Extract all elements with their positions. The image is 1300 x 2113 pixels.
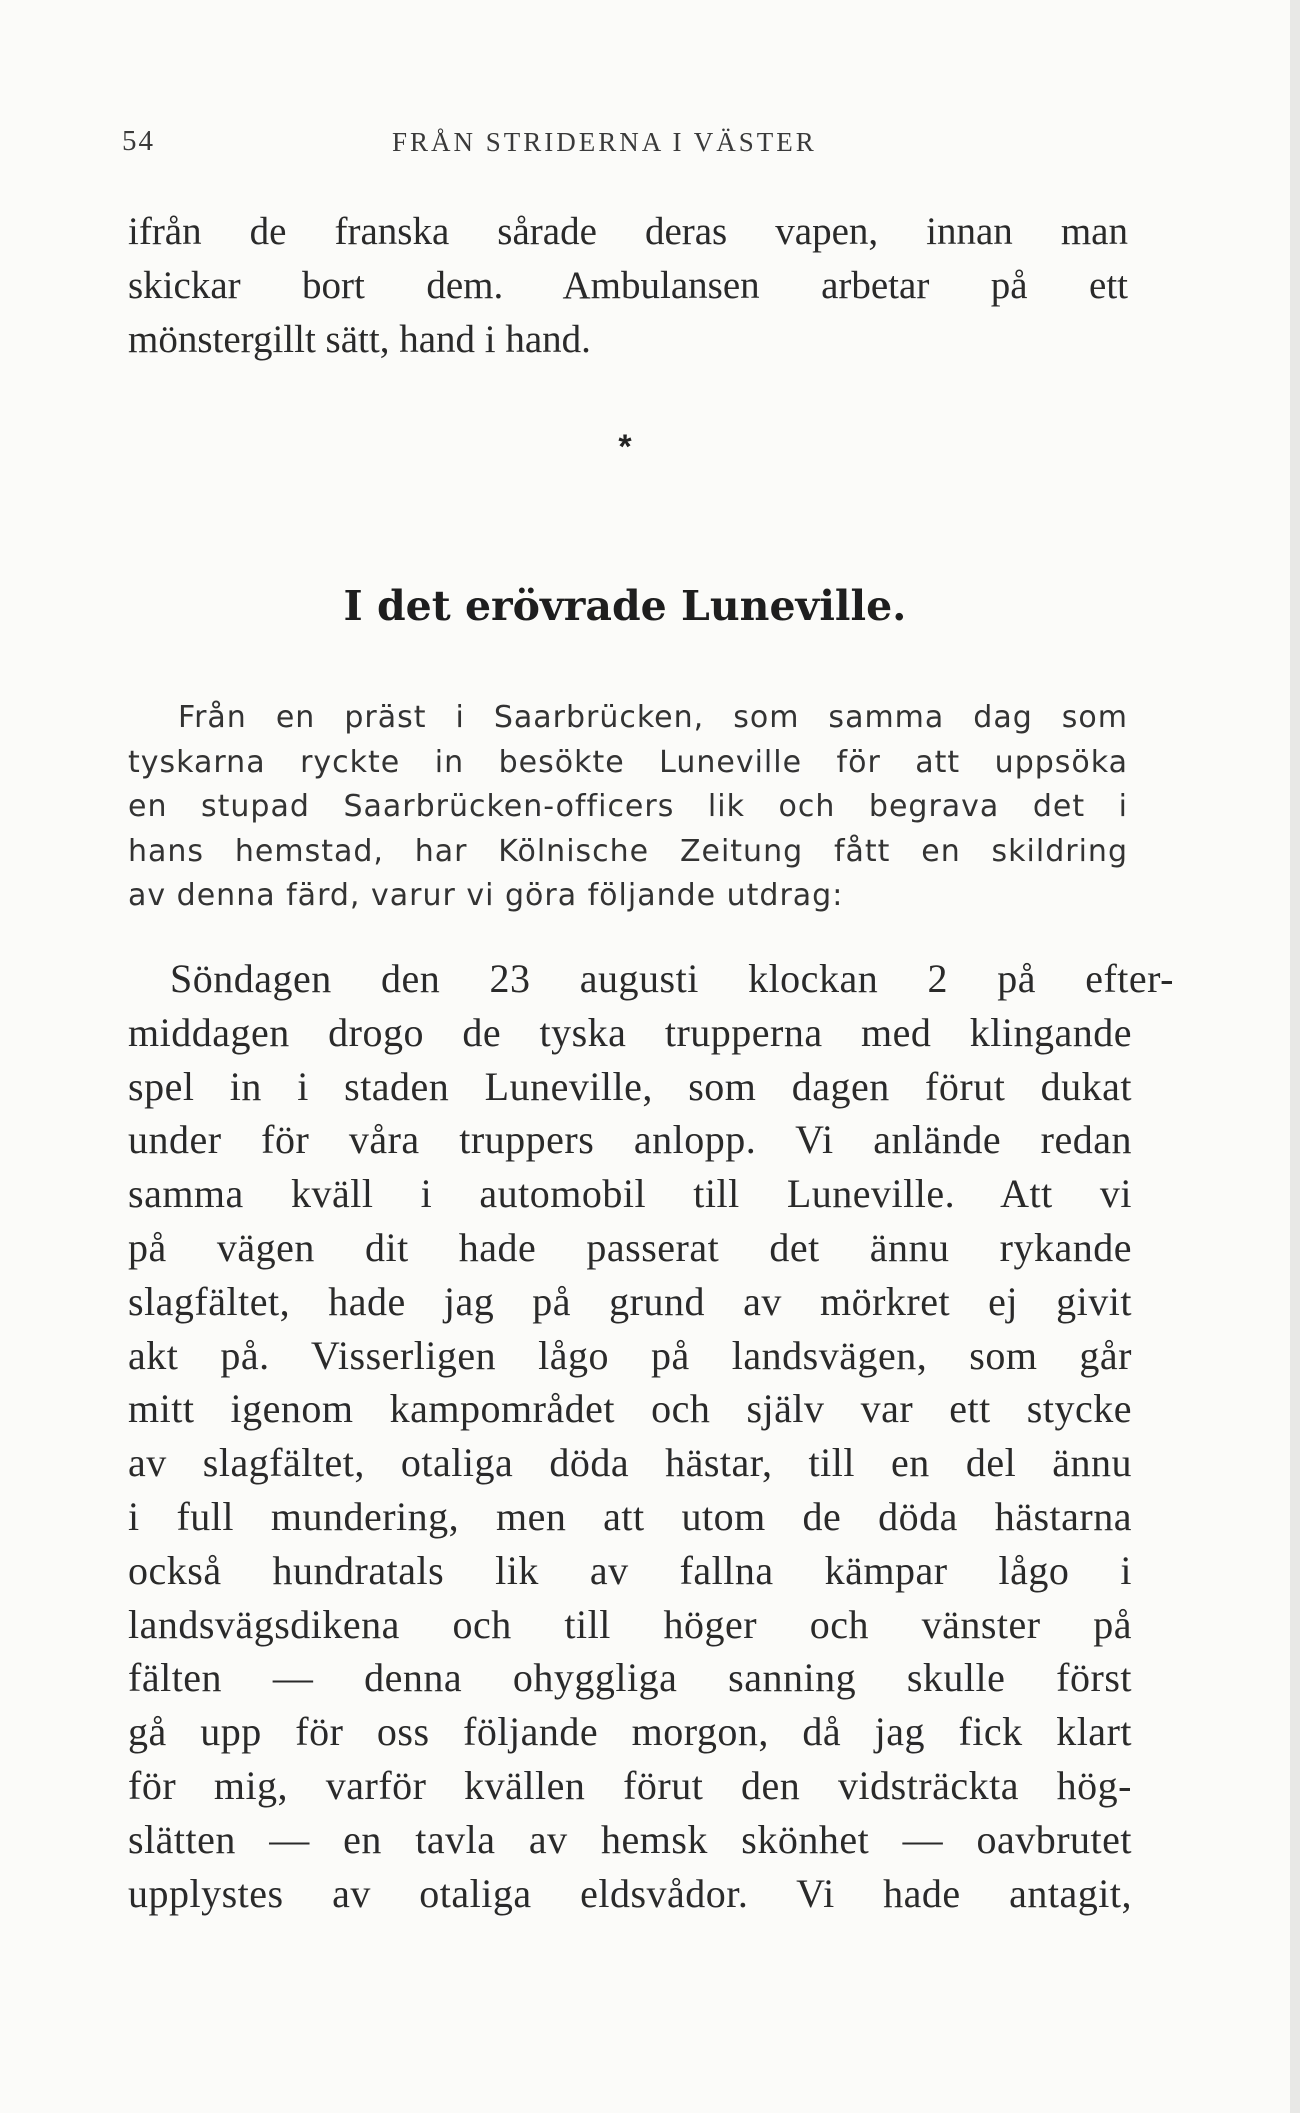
running-title: FRÅN STRIDERNA I VÄSTER xyxy=(392,127,817,157)
text-line: upplystes av otaliga eldsvådor. Vi hade antagit, xyxy=(128,1870,1132,1916)
text-line: spel in i staden Luneville, som dagen förut dukat xyxy=(128,1063,1132,1109)
text-line: akt på. Visserligen lågo på landsvägen, som går xyxy=(128,1332,1132,1378)
text-line: i full mundering, men att utom de döda hästarna xyxy=(128,1493,1132,1539)
text-line: skickar bort dem. Ambulansen arbetar på ett xyxy=(128,264,1128,307)
text-line: av slagfältet, otaliga döda hästar, till en del ännu xyxy=(128,1440,1132,1486)
text-line: mönstergillt sätt, hand i hand. xyxy=(128,318,591,361)
text-line: middagen drogo de tyska trupperna med klingande xyxy=(128,1009,1132,1055)
opening-paragraph xyxy=(128,205,1128,367)
text-line: fälten — denna ohyggliga sanning skulle först xyxy=(128,1655,1132,1701)
text-line: under för våra truppers anlopp. Vi anlände redan xyxy=(128,1117,1132,1163)
text-line: slätten — en tavla av hemsk skönhet — oavbrutet xyxy=(128,1816,1132,1862)
text-line: samma kväll i automobil till Luneville. Att vi xyxy=(128,1171,1132,1217)
text-line: också hundratals lik av fallna kämpar lågo i xyxy=(128,1547,1132,1593)
text-line: för mig, varför kvällen förut den vidsträckta hög- xyxy=(128,1762,1132,1808)
section-separator: * xyxy=(618,428,632,466)
text-line: Från en präst i Saarbrücken, som samma dag som xyxy=(178,700,1128,735)
text-line: Söndagen den 23 augusti klockan 2 på efter- xyxy=(170,956,1174,1001)
text-line: av denna färd, varur vi göra följande utdrag: xyxy=(128,878,844,913)
page-edge xyxy=(1290,0,1300,2113)
text-line: slagfältet, hade jag på grund av mörkret ej givit xyxy=(128,1278,1132,1324)
text-line: mitt igenom kampområdet och själv var ett stycke xyxy=(128,1386,1132,1432)
text-line: en stupad Saarbrücken-officers lik och begrava det i xyxy=(128,789,1128,824)
quoted-account xyxy=(128,952,1174,1920)
text-line: landsvägsdikena och till höger och vänster på xyxy=(128,1601,1132,1647)
intro-paragraph xyxy=(128,696,1128,919)
text-line: hans hemstad, har Kölnische Zeitung fått en skildring xyxy=(128,833,1128,869)
text-line: tyskarna ryckte in besökte Luneville för att uppsöka xyxy=(128,744,1128,780)
text-line: på vägen dit hade passerat det ännu rykande xyxy=(128,1224,1132,1270)
text-line: gå upp för oss följande morgon, då jag fick klart xyxy=(128,1709,1132,1755)
section-heading: I det erövrade Luneville. xyxy=(343,582,907,630)
text-line: ifrån de franska sårade deras vapen, innan man xyxy=(128,210,1128,253)
page-number: 54 xyxy=(122,125,155,157)
